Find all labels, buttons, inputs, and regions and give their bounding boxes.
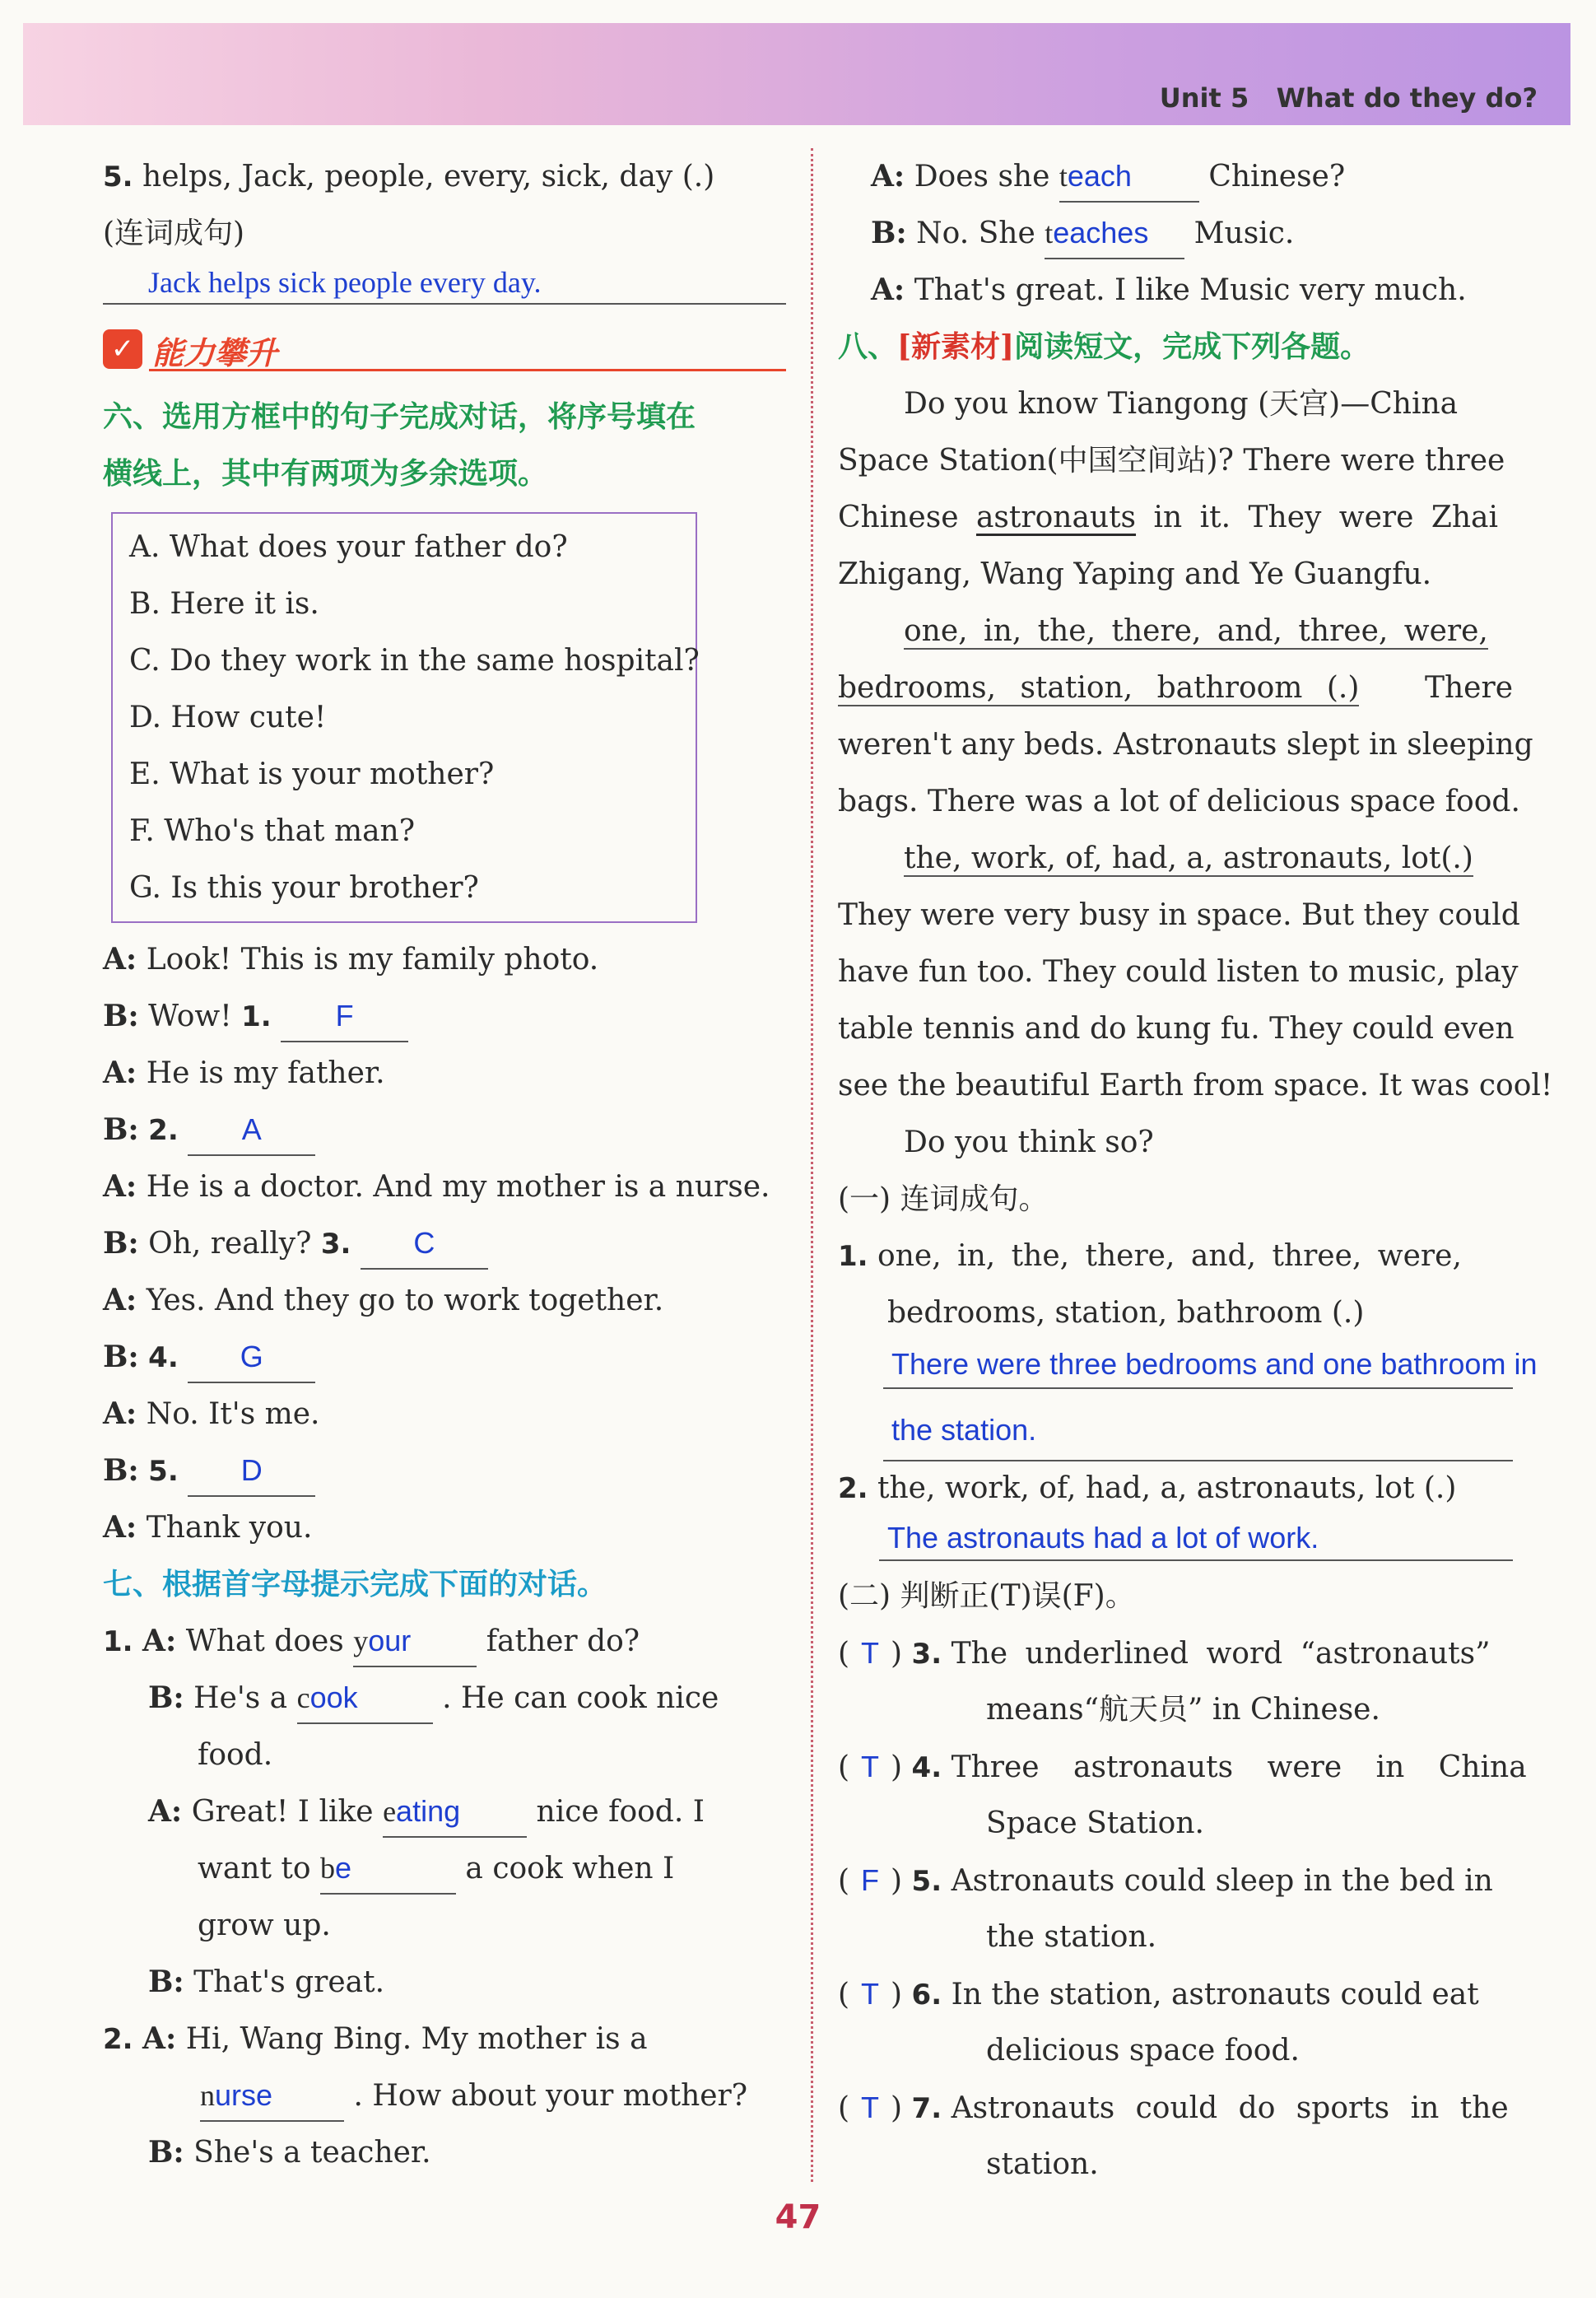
dialogue-line — [103, 931, 786, 988]
blank-number: 2. — [148, 1114, 179, 1147]
sec8-title-prefix: 八、 — [838, 330, 898, 364]
speaker-b: B: — [148, 2135, 184, 2170]
q1-text: one, in, the, there, and, three, were, — [877, 1239, 1462, 1273]
paren-open: ( — [838, 1637, 850, 1671]
tf-line — [838, 1738, 1527, 1795]
speaker-a: A: — [103, 1169, 137, 1204]
ability-section-title: 能力攀升 — [152, 335, 278, 371]
blank-number: 5. — [148, 1455, 179, 1488]
tf-statement-cont: the station. — [986, 1920, 1157, 1954]
page-header-banner — [23, 23, 1570, 125]
dialogue-text: He is a doctor. And my mother is a nurse. — [146, 1170, 770, 1204]
speaker-b: B: — [103, 1453, 139, 1488]
dialogue-text: What does — [185, 1624, 344, 1658]
paren-close: ) — [891, 1864, 903, 1898]
tf-number: 4. — [911, 1751, 942, 1784]
speaker-a: A: — [142, 1624, 177, 1658]
q1-line2: bedrooms, station, bathroom (.) — [887, 1296, 1365, 1330]
sec7-d1-b2 — [103, 1954, 786, 2011]
answer-blank-2[interactable]: A — [188, 1113, 315, 1156]
passage-line — [838, 603, 1513, 660]
passage-line: Zhigang, Wang Yaping and Ye Guangfu. — [838, 557, 1432, 591]
filled-letters: urse — [215, 2078, 273, 2112]
passage-line: Do you know Tiangong (天宫)—China — [904, 387, 1459, 421]
dialogue-line — [103, 988, 786, 1045]
q2-answer-line — [838, 1517, 1513, 1568]
part2-title: (二) 判断正(T)误(F)。 — [838, 1579, 1135, 1613]
letter-blank[interactable] — [1059, 160, 1199, 203]
q1-answer-line1 — [838, 1341, 1538, 1392]
sec6-title-text2: 横线上，其中有两项为多余选项。 — [103, 457, 548, 491]
sec6-title-text1: 六、选用方框中的句子完成对话，将序号填在 — [103, 400, 696, 434]
tf-number: 6. — [911, 1979, 942, 2011]
q2-text: the, work, of, had, a, astronauts, lot (.) — [877, 1471, 1457, 1505]
top-dialogue-a2 — [838, 262, 1513, 319]
first-letter: e — [383, 1795, 397, 1828]
answer-blank-1[interactable]: F — [281, 1000, 408, 1042]
dialogue-line — [103, 1272, 786, 1329]
first-letter: c — [296, 1681, 310, 1714]
tf-statement: Astronauts could sleep in the bed in — [951, 1864, 1493, 1898]
tf-statement-cont: means“航天员” in Chinese. — [986, 1693, 1380, 1727]
blank-number: 3. — [320, 1228, 351, 1261]
passage-text: Chinese — [838, 501, 959, 534]
sec7-d2-b1 — [103, 2124, 786, 2181]
tf-statement: In the station, astronauts could eat — [951, 1978, 1479, 2011]
passage-line — [838, 489, 1513, 546]
new-material-tag: [新素材] — [897, 329, 1015, 364]
paren-close: ) — [891, 1750, 903, 1784]
dialogue-text: Chinese? — [1208, 160, 1346, 193]
dialogue-text: He is my father. — [146, 1056, 385, 1090]
speaker-a: A: — [103, 1283, 137, 1317]
top-dialogue-a1 — [838, 148, 1513, 205]
tf-statement: Astronauts could do sports in the — [951, 2091, 1509, 2125]
speaker-a: A: — [871, 273, 905, 307]
dialogue-text: Thank you. — [146, 1511, 313, 1545]
dialogue-line — [103, 1158, 786, 1215]
q5-note-line — [103, 205, 786, 262]
passage-line — [838, 830, 1513, 887]
q2-number: 2. — [838, 1472, 868, 1505]
letter-blank[interactable] — [320, 1852, 456, 1895]
speaker-b: B: — [148, 1965, 184, 1999]
speaker-a: A: — [142, 2021, 177, 2056]
dialogue-text: . He can cook nice — [442, 1681, 719, 1715]
tf-number: 3. — [911, 1638, 942, 1671]
ability-section-underline — [149, 369, 786, 371]
passage-line: They were very busy in space. But they could — [838, 898, 1520, 932]
q5-text: helps, Jack, people, every, sick, day (.) — [142, 160, 715, 193]
tf-statement-cont: station. — [986, 2147, 1099, 2181]
paren-open: ( — [838, 2091, 850, 2125]
passage-line: table tennis and do kung fu. They could even — [838, 1012, 1515, 1046]
q5-answer: Jack helps sick people every day. — [103, 262, 786, 305]
tf-item — [838, 2079, 1513, 2193]
speaker-b: B: — [103, 1226, 139, 1261]
tf-line — [838, 1624, 1513, 1681]
q5-answer-line — [103, 262, 786, 313]
tf-number: 7. — [911, 2092, 942, 2125]
first-letter: t — [1045, 217, 1054, 249]
q1-line1 — [838, 1228, 1513, 1284]
dialogue-text: Hi, Wang Bing. My mother is a — [185, 2022, 648, 2056]
first-letter: n — [200, 2079, 215, 2112]
dialogue-text: He's a — [193, 1681, 288, 1715]
first-letter: t — [1059, 160, 1068, 193]
tf-item — [838, 1738, 1527, 1852]
dialogue-line — [103, 1215, 786, 1272]
dialogue-text: father do? — [486, 1624, 640, 1658]
dialogue-line — [103, 1499, 786, 1556]
sec6-title-line2 — [103, 445, 786, 502]
option-a: A. What does your father do? — [129, 530, 568, 564]
passage-text: in it. They were Zhai — [1153, 501, 1499, 534]
dialogue-line — [103, 1443, 786, 1499]
tf-mark[interactable]: T — [861, 1750, 880, 1783]
tf-line — [838, 1965, 1513, 2022]
speaker-b: B: — [871, 216, 907, 250]
dialogue-line — [103, 1329, 786, 1386]
dialogue-text: Great! I like — [191, 1795, 374, 1829]
dialogue-text: No. She — [916, 217, 1035, 250]
dialogue-text: That's great. — [193, 1965, 385, 1999]
letter-blank[interactable] — [297, 1681, 433, 1724]
passage-line: Do you think so? — [904, 1126, 1154, 1159]
tf-item — [838, 1852, 1513, 1965]
paren-open: ( — [838, 1978, 850, 2011]
tf-statement-cont: Space Station. — [986, 1806, 1204, 1840]
answer-blank-5[interactable]: D — [188, 1454, 315, 1497]
top-dialogue-b1 — [838, 205, 1513, 262]
sec7-d1-a1 — [103, 1613, 786, 1670]
paren-open: ( — [838, 1750, 850, 1784]
speaker-a: A: — [103, 1056, 137, 1090]
speaker-b: B: — [103, 1112, 139, 1147]
q2-answer: The astronauts had a lot of work. — [879, 1517, 1513, 1561]
passage-line: weren't any beds. Astronauts slept in sleeping — [838, 728, 1533, 762]
tf-item — [838, 1624, 1513, 1738]
option-d: D. How cute! — [129, 701, 327, 734]
column-divider — [811, 148, 813, 2182]
sec7-item-number: 1. — [103, 1625, 133, 1658]
passage-line — [838, 660, 1513, 716]
sec7-d1-a2-cont: grow up. — [198, 1909, 331, 1942]
tf-statement: Three astronauts were in China — [951, 1750, 1527, 1784]
speaker-a: A: — [871, 159, 905, 193]
paren-close: ) — [891, 1978, 903, 2011]
q5-note: (连词成句) — [103, 217, 245, 250]
dialogue-text: She's a teacher. — [193, 2136, 431, 2170]
filled-letters: our — [368, 1624, 412, 1657]
sec7-title: 七、根据首字母提示完成下面的对话。 — [103, 1568, 607, 1601]
speaker-b: B: — [103, 1340, 139, 1374]
sec6-title-line1 — [103, 389, 786, 445]
sec7-item-number: 2. — [103, 2023, 133, 2056]
tf-statement-cont: delicious space food. — [986, 2034, 1300, 2067]
passage-line: bags. There was a lot of delicious space food. — [838, 785, 1520, 818]
dialogue-text: Oh, really? — [148, 1227, 312, 1261]
blank-number: 1. — [241, 1000, 272, 1033]
filled-letters: each — [1067, 159, 1132, 193]
speaker-a: A: — [148, 1794, 183, 1829]
filled-letters: ook — [309, 1680, 358, 1714]
filled-letters: eaches — [1053, 216, 1149, 249]
ability-section-header — [103, 321, 786, 379]
q5-number: 5. — [103, 161, 133, 193]
q1-answer-part1: There were three bedrooms and one bathroom in — [883, 1341, 1513, 1389]
letter-blank[interactable] — [353, 1624, 477, 1667]
tf-mark[interactable]: T — [861, 1636, 880, 1670]
filled-letters: e — [334, 1851, 351, 1885]
dialogue-text: Does she — [914, 160, 1050, 193]
tf-line — [838, 1852, 1513, 1909]
dialogue-text: . How about your mother? — [353, 2079, 748, 2113]
passage-line: Space Station(中国空间站)? There were three — [838, 444, 1505, 478]
tf-mark[interactable]: F — [861, 1863, 880, 1897]
dialogue-line — [103, 1102, 786, 1158]
passage-line: see the beautiful Earth from space. It was cool! — [838, 1069, 1553, 1102]
underlined-word-astronauts: astronauts — [975, 501, 1137, 534]
option-f: F. Who's that man? — [129, 814, 416, 848]
page-number: 47 — [775, 2198, 821, 2236]
right-column — [838, 148, 1553, 2193]
sec7-d2-a1 — [103, 2011, 786, 2067]
dialogue-text: want to — [198, 1852, 311, 1885]
left-column — [103, 148, 786, 2181]
paren-open: ( — [838, 1864, 850, 1898]
scrambled-sentence-1a: one, in, the, there, and, three, were, — [904, 614, 1488, 648]
speaker-a: A: — [103, 1396, 137, 1431]
dialogue-text: nice food. I — [536, 1795, 705, 1829]
options-box — [111, 512, 700, 923]
q1-answer-part2: the station. — [883, 1392, 1513, 1461]
filled-letters: ating — [396, 1794, 461, 1828]
option-c: C. Do they work in the same hospital? — [129, 644, 700, 678]
tf-statement: The underlined word “astronauts” — [951, 1637, 1491, 1671]
dialogue-text: Wow! — [148, 1000, 232, 1033]
option-b: B. Here it is. — [129, 587, 319, 621]
dialogue-text: Yes. And they go to work together. — [146, 1284, 664, 1317]
q1-number: 1. — [838, 1240, 868, 1273]
tf-line — [838, 2079, 1513, 2136]
sec7-d1-b1-cont: food. — [198, 1738, 273, 1772]
q5-line — [103, 148, 786, 205]
scrambled-sentence-1b: bedrooms, station, bathroom (.) — [838, 671, 1360, 705]
q1-answer-line2 — [838, 1392, 1513, 1460]
check-icon: ✓ — [103, 329, 142, 369]
letter-blank[interactable] — [1045, 217, 1184, 259]
sec7-d1-a2 — [103, 1783, 786, 1840]
tf-number: 5. — [911, 1865, 942, 1898]
letter-blank[interactable] — [383, 1795, 527, 1838]
letter-blank[interactable] — [200, 2079, 344, 2122]
option-e: E. What is your mother? — [129, 757, 495, 791]
unit-title: Unit 5 What do they do? — [1159, 82, 1538, 114]
passage-text: There — [1424, 671, 1513, 705]
dialogue-line — [103, 1386, 786, 1443]
sec7-d2-a1-l2 — [103, 2067, 786, 2124]
sec8-title-text: 阅读短文，完成下列各题。 — [1014, 330, 1370, 364]
option-g: G. Is this your brother? — [129, 871, 479, 905]
scrambled-sentence-2: the, work, of, had, a, astronauts, lot(.) — [904, 841, 1473, 875]
tf-item — [838, 1965, 1513, 2079]
speaker-a: A: — [103, 1510, 137, 1545]
paren-close: ) — [891, 1637, 903, 1671]
dialogue-text: No. It's me. — [146, 1397, 320, 1431]
part1-title: (一) 连词成句。 — [838, 1182, 1049, 1216]
speaker-a: A: — [103, 942, 137, 977]
paren-close: ) — [891, 2091, 903, 2125]
answer-blank-4[interactable]: G — [188, 1340, 315, 1383]
sec8-title-line — [838, 319, 1513, 375]
passage-line: have fun too. They could listen to music, play — [838, 955, 1519, 989]
sec7-d1-b1 — [103, 1670, 786, 1727]
dialogue-text: a cook when I — [465, 1852, 675, 1885]
sec7-title-line — [103, 1556, 786, 1613]
dialogue-line — [103, 1045, 786, 1102]
q2-line — [838, 1460, 1513, 1517]
dialogue-text: Look! This is my family photo. — [146, 943, 599, 977]
answer-blank-3[interactable]: C — [361, 1227, 488, 1270]
first-letter: b — [319, 1852, 335, 1885]
blank-number: 4. — [148, 1341, 179, 1374]
first-letter: y — [353, 1624, 369, 1657]
sec7-d1-a2-l2 — [103, 1840, 786, 1897]
dialogue-text: Music. — [1194, 217, 1295, 250]
tf-mark[interactable]: T — [861, 1977, 880, 2011]
speaker-b: B: — [103, 999, 139, 1033]
tf-mark[interactable]: T — [861, 2091, 880, 2124]
dialogue-text: That's great. I like Music very much. — [914, 273, 1467, 307]
speaker-b: B: — [148, 1680, 184, 1715]
